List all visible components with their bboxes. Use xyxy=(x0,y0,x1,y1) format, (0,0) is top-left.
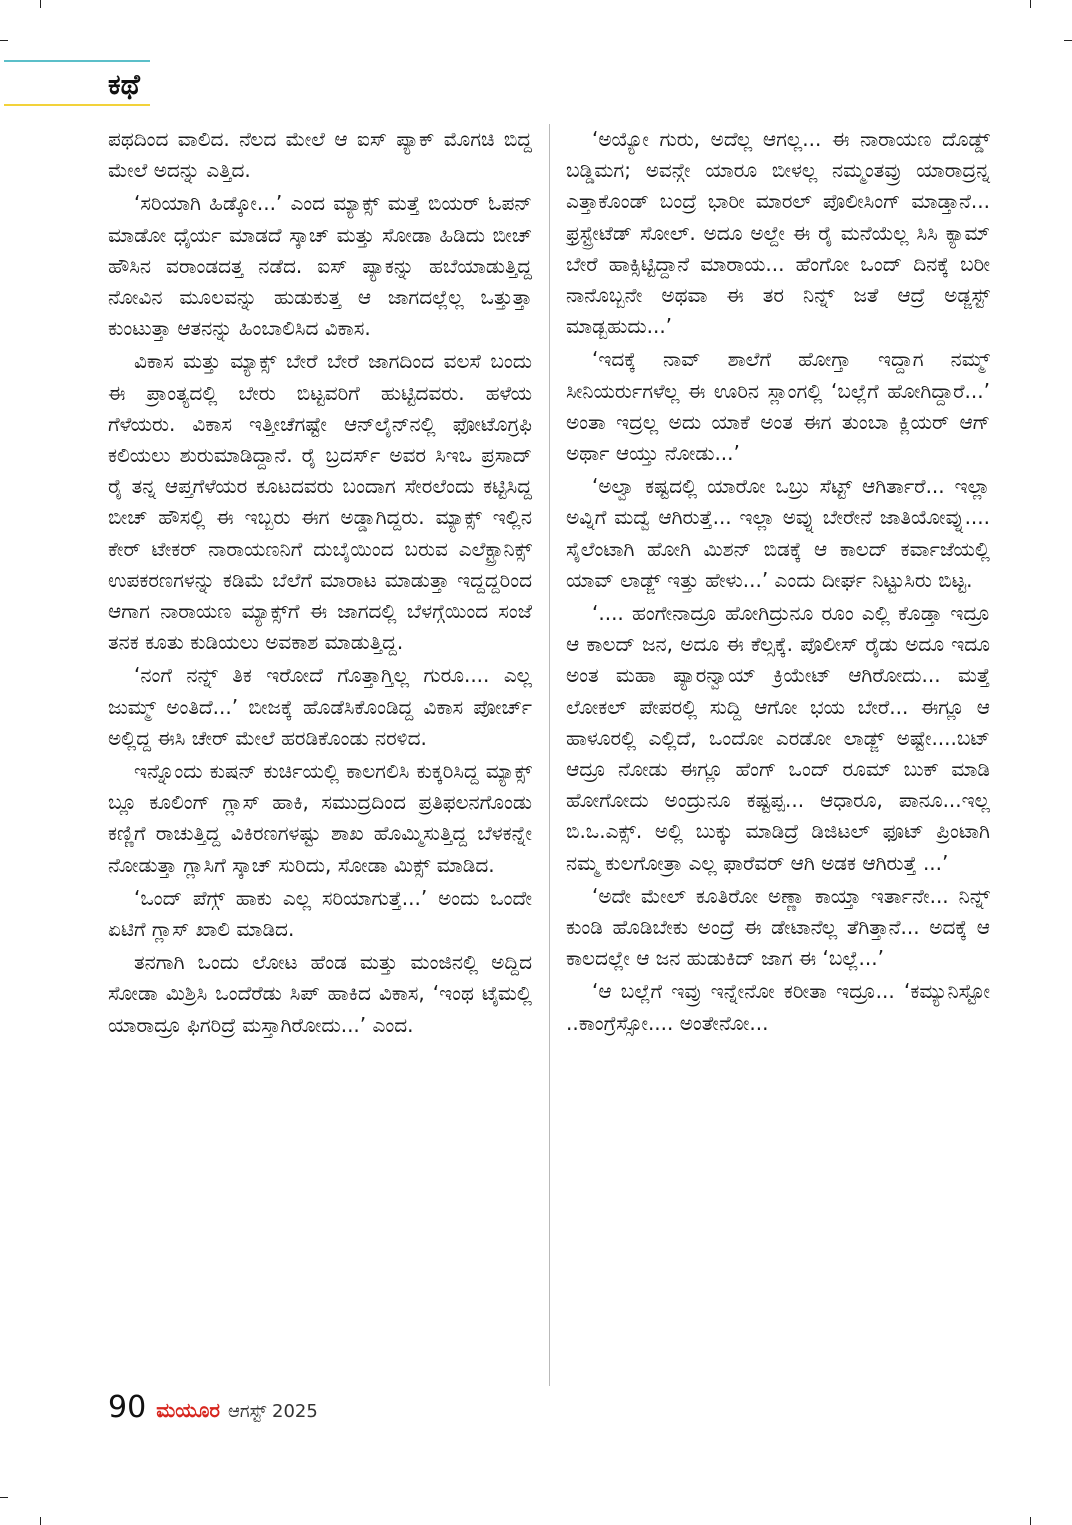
paragraph: ವಿಕಾಸ ಮತ್ತು ಮ್ಯಾಕ್ಸ್ ಬೇರೆ ಬೇರೆ ಜಾಗದಿಂದ ವಲಸೆ ಬಂದು ಈ ಪ್ರಾಂತ್ಯದಲ್ಲಿ ಬೇರು ಬಿಟ್ಟವರಿಗೆ ಹುಟ್ಟಿದವರು. ಹಳೆಯ ಗೆಳೆಯರು. ವಿಕಾಸ ಇತ್ತೀಚೆಗಷ್ಟೇ ಆನ್‌ಲೈನ್‌ನಲ್ಲಿ ಫೋಟೊಗ್ರಫಿ ಕಲಿಯಲು ಶುರುಮಾಡಿದ್ದಾನೆ. ರೈ ಬ್ರದರ್ಸ್ ಅವರ ಸಿಇಒ ಪ್ರಸಾದ್ ರೈ ತನ್ನ ಆಪ್ತಗೆಳೆಯರ ಕೂಟದವರು ಬಂದಾಗ ಸೇರಲೆಂದು ಕಟ್ಟಿಸಿದ್ದ ಬೀಚ್ ಹೌಸಲ್ಲಿ ಈ ಇಬ್ಬರು ಈಗ ಅಡ್ಡಾಗಿದ್ದರು. ಮ್ಯಾಕ್ಸ್ ಇಲ್ಲಿನ ಕೇರ್ ಟೇಕರ್ ನಾರಾಯಣನಿಗೆ ದುಬೈಯಿಂದ ಬರುವ ಎಲೆಕ್ಟ್ರಾನಿಕ್ಸ್ ಉಪಕರಣಗಳನ್ನು ಕಡಿಮೆ ಬೆಲೆಗೆ ಮಾರಾಟ ಮಾಡುತ್ತಾ ಇದ್ದದ್ದರಿಂದ ಆಗಾಗ ನಾರಾಯಣ ಮ್ಯಾಕ್ಸ್‌ಗೆ ಈ ಜಾಗದಲ್ಲಿ ಬೆಳಗ್ಗೆಯಿಂದ ಸಂಜೆ ತನಕ ಕೂತು ಕುಡಿಯಲು ಅವಕಾಶ ಮಾಡುತ್ತಿದ್ದ. xyxy=(108,349,532,655)
magazine-logo: ಮಯೂರ xyxy=(156,1398,220,1422)
section-title: ಕಥೆ xyxy=(108,68,140,101)
section-rule-top xyxy=(4,60,150,62)
paragraph: ‘ಸರಿಯಾಗಿ ಹಿಡ್ಕೋ...’ ಎಂದ ಮ್ಯಾಕ್ಸ್ ಮತ್ತೆ ಬಿಯರ್ ಓಪನ್ ಮಾಡೋ ಧೈರ್ಯ ಮಾಡದೆ ಸ್ಕಾಚ್ ಮತ್ತು ಸೋಡಾ ಹಿಡಿದು ಬೀಚ್ ಹೌಸಿನ ವರಾಂಡದತ್ತ ನಡೆದ. ಐಸ್ ಪ್ಯಾಕನ್ನು ಹಬೆಯಾಡುತ್ತಿದ್ದ ನೋವಿನ ಮೂಲವನ್ನು ಹುಡುಕುತ್ತ ಆ ಜಾಗದಲ್ಲೆಲ್ಲ ಒತ್ತುತ್ತಾ ಕುಂಟುತ್ತಾ ಆತನನ್ನು ಹಿಂಬಾಲಿಸಿದ ವಿಕಾಸ. xyxy=(108,191,532,341)
paragraph: ಇನ್ನೊಂದು ಕುಷನ್ ಕುರ್ಚಿಯಲ್ಲಿ ಕಾಲಗಲಿಸಿ ಕುಕ್ಕರಿಸಿದ್ದ ಮ್ಯಾಕ್ಸ್ ಬ್ಲೂ ಕೂಲಿಂಗ್ ಗ್ಲಾಸ್ ಹಾಕಿ, ಸಮುದ್ರದಿಂದ ಪ್ರತಿಫಲನಗೊಂಡು ಕಣ್ಣಿಗೆ ರಾಚುತ್ತಿದ್ದ ವಿಕಿರಣಗಳಷ್ಟು ಶಾಖ ಹೊಮ್ಮಿಸುತ್ತಿದ್ದ ಬೆಳಕನ್ನೇ ನೋಡುತ್ತಾ ಗ್ಲಾಸಿಗೆ ಸ್ಕಾಚ್ ಸುರಿದು, ಸೋಡಾ ಮಿಕ್ಸ್ ಮಾಡಿದ. xyxy=(108,759,532,877)
paragraph: ‘ಇದಕ್ಕೆ ನಾವ್ ಶಾಲೆಗೆ ಹೋಗ್ತಾ ಇದ್ದಾಗ ನಮ್ಮ್ ಸೀನಿಯರ್ರುಗಳೆಲ್ಲ ಈ ಊರಿನ ಸ್ಲಾಂಗಲ್ಲಿ ‘ಬಲ್ಲೆಗೆ ಹೋಗಿದ್ದಾರೆ...’ ಅಂತಾ ಇದ್ರಲ್ಲ ಅದು ಯಾಕೆ ಅಂತ ಈಗ ತುಂಬಾ ಕ್ಲಿಯರ್ ಆಗ್ ಅರ್ಥಾ ಆಯ್ತು ನೋಡು...’ xyxy=(566,347,990,466)
crop-mark xyxy=(40,1517,41,1525)
article-column-right xyxy=(566,124,990,1041)
paragraph: ‘ಅದೇ ಮೇಲ್ ಕೂತಿರೋ ಅಣ್ಣಾ ಕಾಯ್ತಾ ಇರ್ತಾನೇ... ನಿನ್ನ್ ಕುಂಡಿ ಹೊಡಿಬೇಕು ಅಂದ್ರೆ ಈ ಡೇಟಾನೆಲ್ಲ ತೆಗಿತ್ತಾನೆ... ಅದಕ್ಕೆ ಆ ಕಾಲದಲ್ಲೇ ಆ ಜನ ಹುಡುಕಿದ್ ಜಾಗ ಈ ‘ಬಲ್ಲೆ...’ xyxy=(566,883,990,971)
crop-mark xyxy=(1064,40,1072,41)
crop-mark xyxy=(0,40,8,41)
paragraph: ಪಥದಿಂದ ವಾಲಿದ. ನೆಲದ ಮೇಲೆ ಆ ಐಸ್ ಪ್ಯಾಕ್ ಮೊಗಚಿ ಬಿದ್ದ ಮೇಲೆ ಅದನ್ನು ಎತ್ತಿದ. xyxy=(108,127,532,183)
page-number: 90 xyxy=(108,1390,147,1425)
paragraph: ‘ಒಂದ್ ಪೆಗ್ಗ್ ಹಾಕು ಎಲ್ಲ ಸರಿಯಾಗುತ್ತೆ...’ ಅಂದು ಒಂದೇ ಏಟಿಗೆ ಗ್ಲಾಸ್ ಖಾಲಿ ಮಾಡಿದ. xyxy=(108,885,532,942)
column-divider xyxy=(549,124,550,1386)
section-rule-bottom xyxy=(4,104,150,106)
paragraph: ‘ಆ ಬಲ್ಲೆಗೆ ಇವ್ರು ಇನ್ನೇನೋ ಕರೀತಾ ಇದ್ರೂ... ‘ಕಮ್ಯುನಿಸ್ಟೋ ..ಕಾಂಗ್ರೆಸ್ಸೋ.... ಅಂತೇನೋ... xyxy=(566,979,990,1035)
issue-date: ಆಗಸ್ಟ್ 2025 xyxy=(227,1401,318,1422)
paragraph: ‘ಅಯ್ಯೋ ಗುರು, ಅದೆಲ್ಲ ಆಗಲ್ಲ... ಈ ನಾರಾಯಣ ದೊಡ್ಡ್ ಬಡ್ಡಿಮಗ; ಅವನ್ಗೇ ಯಾರೂ ಬೀಳಲ್ಲ ನಮ್ಮಂತವ್ರು ಯಾರಾದ್ರನ್ನ ಎತ್ತಾಕೊಂಡ್ ಬಂದ್ರೆ ಭಾರೀ ಮಾರಲ್ ಪೊಲೀಸಿಂಗ್ ಮಾಡ್ತಾನೆ... ಫ್ರಸ್ಟ್ರೇಟೆಡ್ ಸೋಲ್. ಅದೂ ಅಲ್ದೇ ಈ ರೈ ಮನೆಯೆಲ್ಲ ಸಿಸಿ ಕ್ಯಾಮ್ ಬೇರೆ ಹಾಕ್ಸಿಟ್ಟಿದ್ದಾನೆ ಮಾರಾಯ... ಹೆಂಗೋ ಒಂದ್ ದಿನಕ್ಕೆ ಬರೀ ನಾನೊಬ್ಬನೇ ಅಥವಾ ಈ ತರ ನಿನ್ನ್ ಜತೆ ಆದ್ರೆ ಅಡ್ಜಸ್ಟ್ ಮಾಡ್ಬಹುದು...’ xyxy=(566,127,990,339)
paragraph: ‘.... ಹಂಗೇನಾದ್ರೂ ಹೋಗಿದ್ರುನೂ ರೂಂ ಎಲ್ಲಿ ಕೊಡ್ತಾ ಇದ್ರೂ ಆ ಕಾಲದ್ ಜನ, ಅದೂ ಈ ಕೆಲ್ಸಕ್ಕೆ. ಪೊಲೀಸ್ ರೈಡು ಅದೂ ಇದೂ ಅಂತ ಮಹಾ ಪ್ಯಾರನ್ವಾಯ್ ಕ್ರಿಯೇಟ್ ಆಗಿರೋದು... ಮತ್ತೆ ಲೋಕಲ್ ಪೇಪರಲ್ಲಿ ಸುದ್ದಿ ಆಗೋ ಭಯ ಬೇರೆ... ಈಗ್ಲೂ ಆ ಹಾಳೂರಲ್ಲಿ ಎಲ್ಲಿದೆ, ಒಂದೋ ಎರಡೋ ಲಾಡ್ಜ್ ಅಷ್ಟೇ....ಬಟ್ ಆದ್ರೂ ನೋಡು ಈಗ್ಲೂ ಹೆಂಗ್ ಒಂದ್ ರೂಮ್ ಬುಕ್ ಮಾಡಿ ಹೋಗೋದು ಅಂದ್ರುನೂ ಕಷ್ಟಪ್ಪ... ಆಧಾರೂ, ಪಾನೂ...ಇಲ್ಲ ಬಿ.ಒ.ಎಕ್ಸ್. ಅಲ್ಲಿ ಬುಕ್ಕು ಮಾಡಿದ್ರೆ ಡಿಜಿಟಲ್ ಫೂಟ್ ಪ್ರಿಂಟಾಗಿ ನಮ್ಮ ಕುಲಗೋತ್ರಾ ಎಲ್ಲ ಫಾರೆವರ್ ಆಗಿ ಅಡಕ ಆಗಿರುತ್ತೆ ...’ xyxy=(566,601,990,875)
paragraph: ‘ಅಲ್ವಾ ಕಷ್ಟದಲ್ಲಿ ಯಾರೋ ಒಬ್ರು ಸೆಟ್ಟ್ ಆಗಿರ್ತಾರೆ... ಇಲ್ಲಾ ಅವ್ನಿಗೆ ಮದ್ವೆ ಆಗಿರುತ್ತೆ... ಇಲ್ಲಾ ಅವ್ನು ಬೇರೇನೆ ಜಾತಿಯೋವ್ನು.... ಸೈಲೆಂಟಾಗಿ ಹೋಗಿ ಮಿಶನ್ ಬಿಡಕ್ಕೆ ಆ ಕಾಲದ್ ಕರ್ವಾಜೆಯಲ್ಲಿ ಯಾವ್ ಲಾಡ್ಜ್ ಇತ್ತು ಹೇಳು...’ ಎಂದು ದೀರ್ಘ ನಿಟ್ಟುಸಿರು ಬಿಟ್ಟ. xyxy=(566,474,990,592)
paragraph: ತನಗಾಗಿ ಒಂದು ಲೋಟ ಹೆಂಡ ಮತ್ತು ಮಂಜಿನಲ್ಲಿ ಅದ್ದಿದ ಸೋಡಾ ಮಿಶ್ರಿಸಿ ಒಂದೆರೆಡು ಸಿಪ್ ಹಾಕಿದ ವಿಕಾಸ, ‘ಇಂಥ ಟೈಮಲ್ಲಿ ಯಾರಾದ್ರೂ ಫಿಗರಿದ್ರೆ ಮಸ್ತಾಗಿರೋದು...’ ಎಂದ. xyxy=(108,950,532,1037)
crop-mark xyxy=(1030,1517,1031,1525)
article-column-left xyxy=(108,124,532,1043)
crop-mark xyxy=(1030,0,1031,8)
page-footer xyxy=(108,1390,318,1425)
crop-mark xyxy=(40,0,41,8)
paragraph: ‘ನಂಗೆ ನನ್ನ್ ತಿಕ ಇರೋದೆ ಗೊತ್ತಾಗ್ತಿಲ್ಲ ಗುರೂ.... ಎಲ್ಲ ಜುಮ್ಮ್ ಅಂತಿದೆ...’ ಬೀಜಕ್ಕೆ ಹೊಡೆಸಿಕೊಂಡಿದ್ದ ವಿಕಾಸ ಪೋರ್ಚ್ ಅಲ್ಲಿದ್ದ ಈಸಿ ಚೇರ್ ಮೇಲೆ ಹರಡಿಕೊಂಡು ನರಳಿದ. xyxy=(108,663,532,750)
crop-mark xyxy=(0,1497,8,1498)
